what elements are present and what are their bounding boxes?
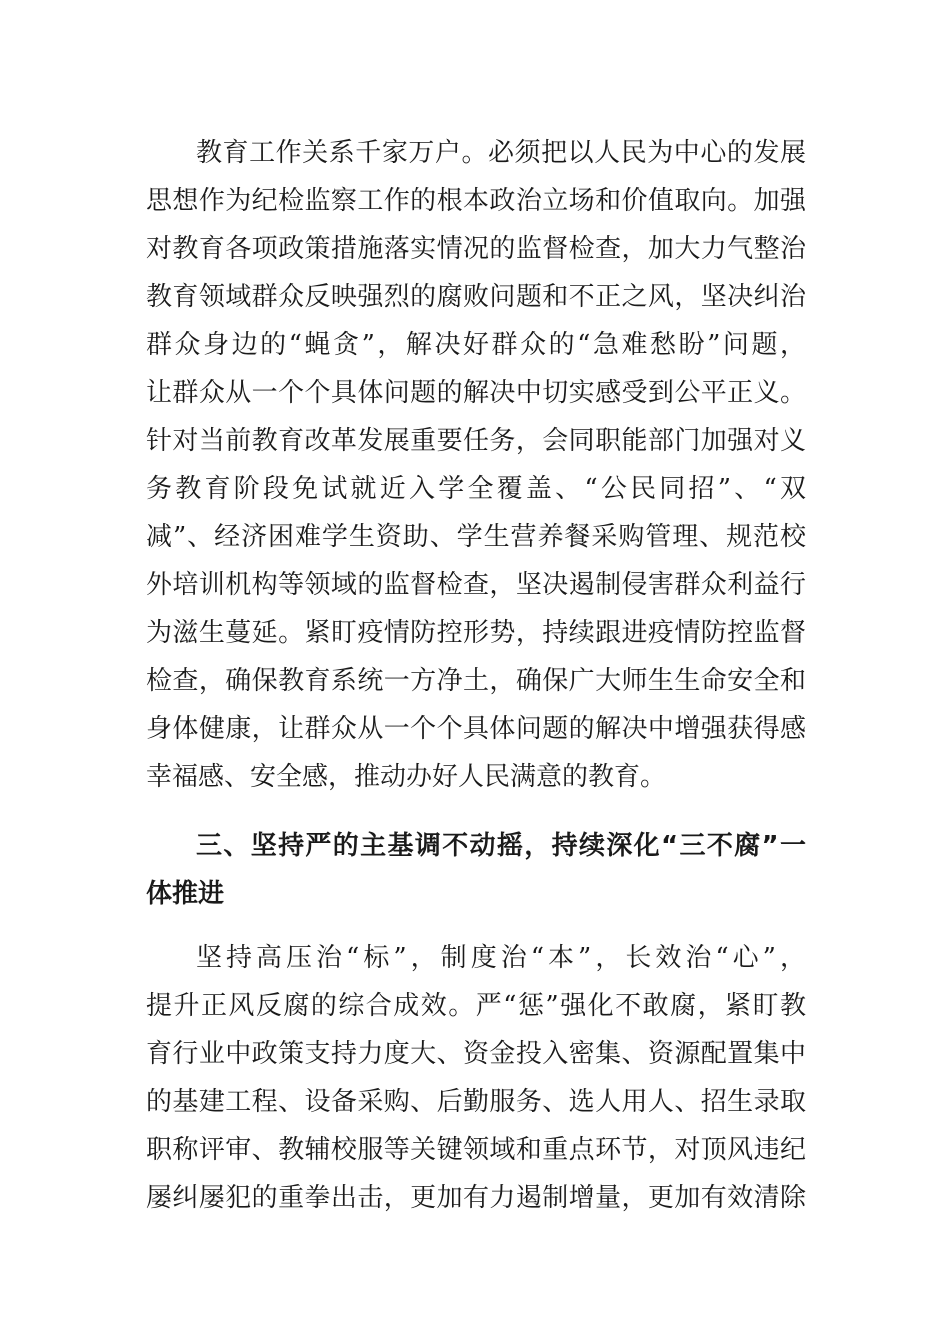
- paragraph-2-line: 职称评审、教辅校服等关键领域和重点环节，对顶风违纪: [146, 1135, 806, 1165]
- paragraph-1-line: 为滋生蔓延。紧盯疫情防控形势，持续跟进疫情防控监督: [146, 618, 806, 648]
- paragraph-2-line: 育行业中政策支持力度大、资金投入密集、资源配置集中: [146, 1039, 806, 1069]
- paragraph-2-line: 坚持高压治“标”，制度治“本”，长效治“心”，: [196, 943, 806, 973]
- paragraph-1-line: 身体健康，让群众从一个个具体问题的解决中增强获得感: [146, 714, 806, 744]
- paragraph-1-line: 教育工作关系千家万户。必须把以人民为中心的发展: [196, 138, 806, 168]
- paragraph-1-line: 针对当前教育改革发展重要任务，会同职能部门加强对义: [146, 426, 806, 456]
- paragraph-1-line: 思想作为纪检监察工作的根本政治立场和价值取向。加强: [146, 186, 806, 216]
- paragraph-1-line: 减”、经济困难学生资助、学生营养餐采购管理、规范校: [146, 522, 806, 552]
- paragraph-1-line: 务教育阶段免试就近入学全覆盖、“公民同招”、“双: [146, 474, 806, 504]
- paragraph-2-line: 的基建工程、设备采购、后勤服务、选人用人、招生录取: [146, 1087, 806, 1117]
- paragraph-2-line: 屡纠屡犯的重拳出击，更加有力遏制增量，更加有效清除: [146, 1183, 806, 1213]
- paragraph-1-line: 对教育各项政策措施落实情况的监督检查，加大力气整治: [146, 234, 806, 264]
- section-heading-line: 体推进: [146, 879, 225, 909]
- paragraph-1-line: 检查，确保教育系统一方净土，确保广大师生生命安全和: [146, 666, 806, 696]
- section-heading-line: 三、坚持严的主基调不动摇，持续深化“三不腐”一: [196, 831, 806, 861]
- paragraph-1-line: 让群众从一个个具体问题的解决中切实感受到公平正义。: [146, 378, 806, 408]
- paragraph-1-line: 外培训机构等领域的监督检查，坚决遏制侵害群众利益行: [146, 570, 806, 600]
- paragraph-1-line: 群众身边的“蝇贪”，解决好群众的“急难愁盼”问题，: [146, 330, 806, 360]
- paragraph-2-line: 提升正风反腐的综合成效。严“惩”强化不敢腐，紧盯教: [146, 991, 806, 1021]
- paragraph-1-line: 教育领域群众反映强烈的腐败问题和不正之风，坚决纠治: [146, 282, 806, 312]
- paragraph-1-line: 幸福感、安全感，推动办好人民满意的教育。: [146, 762, 667, 792]
